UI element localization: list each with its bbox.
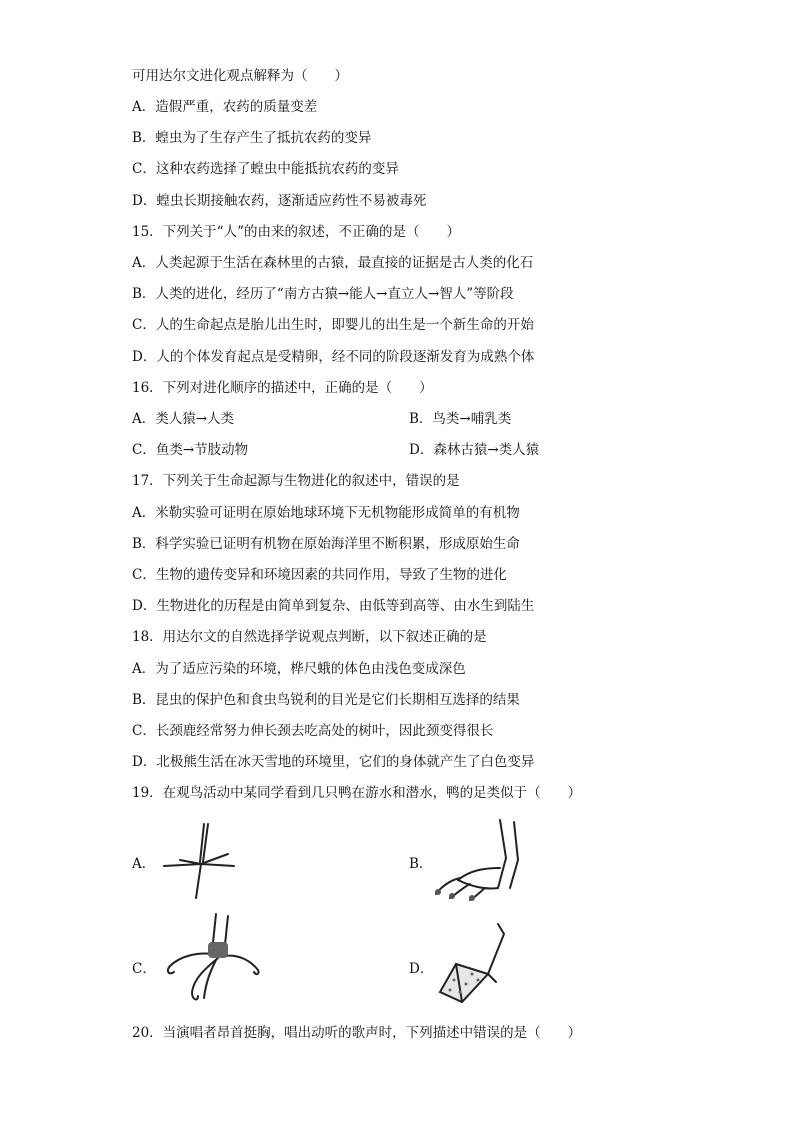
q17-option-b[interactable]: B．科学实验已证明有机物在原始海洋里不断积累，形成原始生命 <box>132 536 520 552</box>
q16-option-b[interactable]: B．鸟类→哺乳类 <box>409 411 512 427</box>
q14-stem: 可用达尔文进化观点解释为（ ） <box>132 68 348 84</box>
q18-option-b[interactable]: B．昆虫的保护色和食虫鸟锐利的目光是它们长期相互选择的结果 <box>132 692 520 708</box>
scratching-bird-foot-icon[interactable] <box>430 818 525 903</box>
q17-option-d[interactable]: D．生物进化的历程是由简单到复杂、由低等到高等、由水生到陆生 <box>132 598 535 614</box>
q17-stem: 17．下列关于生命起源与生物进化的叙述中，错误的是 <box>132 473 460 489</box>
q14-option-d[interactable]: D．蝗虫长期接触农药，逐渐适应药性不易被毒死 <box>132 193 427 209</box>
q18-stem: 18．用达尔文的自然选择学说观点判断，以下叙述正确的是 <box>132 629 487 645</box>
raptor-talon-foot-icon[interactable] <box>158 912 263 1004</box>
q15-option-c[interactable]: C．人的生命起点是胎儿出生时，即婴儿的出生是一个新生命的开始 <box>132 317 534 333</box>
q14-option-a[interactable]: A．造假严重，农药的质量变差 <box>132 99 318 115</box>
q16-option-d[interactable]: D．森林古猿→类人猿 <box>409 442 540 458</box>
q19-stem: 19．在观鸟活动中某同学看到几只鸭在游水和潜水，鸭的足类似于（ ） <box>132 785 582 801</box>
q19-label-c[interactable]: C． <box>132 961 156 977</box>
q19-label-d[interactable]: D． <box>409 961 434 977</box>
q19-label-a[interactable]: A． <box>132 856 156 872</box>
q18-option-c[interactable]: C．长颈鹿经常努力伸长颈去吃高处的树叶，因此颈变得很长 <box>132 723 494 739</box>
q17-option-a[interactable]: A．米勒实验可证明在原始地球环境下无机物能形成简单的有机物 <box>132 505 520 521</box>
q16-option-a[interactable]: A．类人猿→人类 <box>132 411 235 427</box>
q16-stem: 16．下列对进化顺序的描述中，正确的是（ ） <box>132 380 433 396</box>
webbed-duck-foot-icon[interactable] <box>432 922 517 1007</box>
q15-stem: 15．下列关于“人”的由来的叙述，不正确的是（ ） <box>132 224 460 240</box>
q19-label-b[interactable]: B． <box>409 856 433 872</box>
q14-option-b[interactable]: B．蝗虫为了生存产生了抵抗农药的变异 <box>132 130 372 146</box>
q15-option-a[interactable]: A．人类起源于生活在森林里的古猿，最直接的证据是古人类的化石 <box>132 255 534 271</box>
q16-option-c[interactable]: C．鱼类→节肢动物 <box>132 442 249 458</box>
q15-option-b[interactable]: B．人类的进化，经历了“南方古猿→能人→直立人→智人”等阶段 <box>132 286 514 302</box>
q14-option-c[interactable]: C．这种农药选择了蝗虫中能抵抗农药的变异 <box>132 161 399 177</box>
wading-bird-foot-icon[interactable] <box>160 822 240 902</box>
q18-option-a[interactable]: A．为了适应污染的环境，桦尺蛾的体色由浅色变成深色 <box>132 661 466 677</box>
q15-option-d[interactable]: D．人的个体发育起点是受精卵，经不同的阶段逐渐发育为成熟个体 <box>132 349 535 365</box>
q20-stem: 20．当演唱者昂首挺胸，唱出动听的歌声时，下列描述中错误的是（ ） <box>132 1025 582 1041</box>
q17-option-c[interactable]: C．生物的遗传变异和环境因素的共同作用，导致了生物的进化 <box>132 567 507 583</box>
q18-option-d[interactable]: D．北极熊生活在冰天雪地的环境里，它们的身体就产生了白色变异 <box>132 754 535 770</box>
